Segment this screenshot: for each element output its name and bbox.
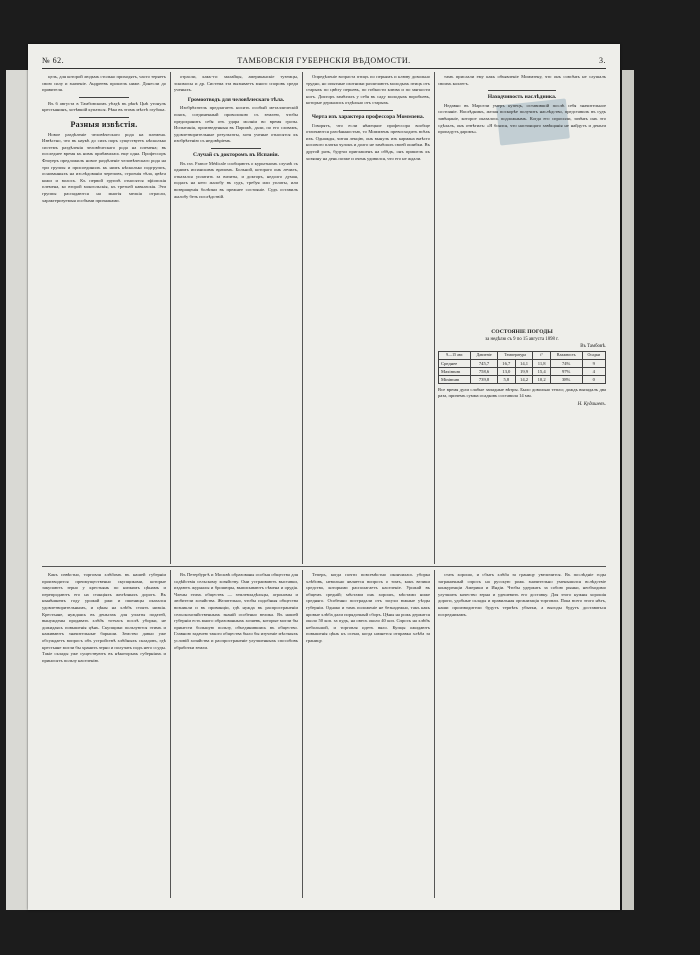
weather-place: Въ Тамбовѣ. (580, 344, 606, 349)
page-number: 3. (599, 56, 606, 65)
article-text: стать хорошо, и сбытъ хлѣба за границу увеличится. Въ послѣдніе годы заграничный спросъ на русскую рожь значительно уменьшился вслѣдствіе конкуренціи Америки и Индіи. Чтобы удержать за собою рынки, необходимо улучшить качество зерна и удешевить его доставку. Для этого нужны хорошія дороги, удобные склады и правильная организація торговли. Пока всего этого нѣтъ, наши производители будутъ терпѣть убытки, а выгоды будутъ доставаться посредникамъ. (438, 572, 606, 617)
weather-cell: 15,4 (533, 367, 550, 375)
column-rule (170, 72, 171, 564)
weather-subtitle: за недѣлю съ 9 по 15 августа 1898 г. (485, 337, 559, 342)
weather-cell: Minimum (439, 375, 471, 383)
column-2-top (174, 74, 298, 562)
article-text: Изобрѣтатель предлагаетъ носить особый металлическій поясъ, соединенный проволокою съ землею, чтобы предохранить себя отъ удара молніи во время грозы. Испытанія, произведенныя въ Парижѣ, дали, по его словамъ, удовлетворительные результаты, хотя ученые относятся къ изобрѣтенію съ недовѣріемъ. (174, 105, 298, 144)
article-heading: Находчивость наслѣдника. (487, 94, 557, 101)
column-4-bottom (438, 572, 606, 896)
weather-cell: 10,2 (533, 375, 550, 383)
article-text: Недавно въ Марсели умеръ купецъ, оставившій послѣ себя значительное состояніе. Наслѣдникъ, желая поскорѣе получить наслѣдство, представилъ въ судъ завѣщаніе, которое оказалось подложнымъ. Когда его спросили, зачѣмъ онъ это сдѣлалъ, онъ отвѣтилъ: «Я боялся, что настоящаго завѣщанія не найдутъ и деньги пропадутъ даромъ». (438, 102, 606, 135)
weather-cell: 74% (550, 359, 582, 367)
weather-cell: 758,6 (471, 367, 498, 375)
article-text: Въ газ. France Médicale сообщаютъ о курьезномъ случаѣ съ однимъ испанскимъ врачомъ. Больной, котораго онъ лечилъ, отказался уплатить за визиты, и докторъ, недолго думая, подалъ на него жалобу въ судъ, требуя или уплаты, или возвращенія болѣзни въ прежнее состояніе. Судъ оставилъ жалобу безъ послѣдствій. (174, 160, 298, 199)
column-rule (434, 570, 435, 898)
section-divider (42, 566, 606, 567)
article-fragment: цель, для которой людьмъ столько приходятъ, часто теряетъ свою силу и значеніе. Андреевъ прошелъ ниже. Донесли до правителя. (42, 74, 166, 93)
article-heading: Случай съ докторомъ въ Испаніи. (192, 151, 280, 158)
weather-cell: 14,1 (515, 359, 533, 367)
article-fragment: Въ 6 августа в Тамбовскомъ уѣздѣ въ рѣкѣ Цнѣ утонулъ крестьянинъ, хотѣвшій купаться. Рѣка въ этомъ мѣстѣ глубока. (42, 100, 166, 113)
weather-cell: 11,8 (533, 359, 550, 367)
article-separator (79, 97, 129, 98)
article-text: Новое раздѣленіе человѣческаго рода на племена. Извѣстно, что въ наукѣ до сихъ поръ существуетъ нѣсколько системъ раздѣленія человѣческаго рода на племена; въ последнее время къ нимъ прибавилась еще одна. Профессоръ Флоуеръ предложилъ новое раздѣленіе человѣческаго рода на три группы и присоединилъ къ нимъ нѣсколько подгруппъ, основанныхъ на изслѣдованіи череповъ, строенія тѣла, цвѣта кожи и волосъ. Къ первой группѣ относятся эфіопскія племена, ко второй монгольскія, къ третьей кавказскія. Эти группы распадаются на многія мелкія отрасли, характеризуемыя особыми признаками. (42, 131, 166, 203)
weather-cell: 9 (582, 359, 605, 367)
weather-cell: 13,0 (497, 367, 515, 375)
weather-cell: Maximum (439, 367, 471, 375)
weather-cell: 97% (550, 367, 582, 375)
weather-signature: Н. Кудашевъ. (577, 402, 606, 408)
article-text: Въ Петербургѣ и Москвѣ образованы особыя общества для содѣйствія сельскому хозяйству. Они устраиваютъ выставки, издаютъ журналы и брошюры, выписываютъ сѣмена и орудія. Члены этихъ обществъ — землевладѣльцы, агрономы и любители хозяйства. Желательно, чтобы подобныя общества возникли и въ провинціи, гдѣ нужда въ распространеніи сельскохозяйственныхъ знаній особенно велика. Въ нашей губерніи есть много образованныхъ хозяевъ, которые могли бы принести большую пользу, объединившись въ общество. Главною задачею такого общества было бы изученіе мѣстныхъ условій хозяйства и распространеніе улучшенныхъ способовъ обработки земли. (174, 572, 298, 650)
column-2-bottom (174, 572, 298, 896)
column-3-bottom (306, 572, 430, 896)
article-text: Какъ извѣстно, торговля хлѣбомъ въ нашей губерніи производится преимущественно скупщиками, которые закупаютъ зерно у крестьянъ по низкимъ цѣнамъ и перепродаютъ его на станціяхъ желѣзныхъ дорогъ. Въ нынѣшнемъ году урожай ржи и пшеницы оказался удовлетворительнымъ, и цѣны на хлѣбъ стоятъ низкія. Крестьяне, нуждаясь въ деньгахъ для уплаты податей, вынуждены продавать хлѣбъ тотчасъ послѣ уборки, не дожидаясь повышенія цѣнъ. Скупщики пользуются этимъ и наживаютъ значительные барыши. Земство давно уже обсуждаетъ вопросъ объ устройствѣ хлѣбныхъ складовъ, гдѣ крестьяне могли бы хранить зерно и получать подъ него ссуды. Такіе склады уже существуютъ въ нѣкоторыхъ губерніяхъ и приносятъ пользу населенію. (42, 572, 166, 663)
weather-header-cell: Температура (497, 352, 533, 360)
weather-table (438, 351, 606, 384)
weather-title: СОСТОЯНІЕ ПОГОДЫ (491, 329, 553, 335)
column-4-top (438, 74, 606, 314)
column-1-bottom (42, 572, 166, 896)
article-separator (343, 110, 393, 111)
article-separator (488, 90, 555, 91)
weather-cell: 745,7 (471, 359, 498, 367)
article-fragment: отрасли, какъ-то: малайцы, американскіе туземцы, эскимосы и др. Система эта вызываетъ много споровъ среди ученыхъ. (174, 74, 298, 93)
column-1-top (42, 74, 166, 562)
newspaper-title: ТАМБОВСКІЯ ГУБЕРНСКІЯ ВѢДОМОСТИ. (237, 56, 411, 65)
weather-cell: 14,2 (515, 375, 533, 383)
column-3-top (306, 74, 430, 562)
weather-cell: 16,7 (497, 359, 515, 367)
page-header (42, 54, 606, 69)
page-edge-right (622, 70, 634, 910)
weather-header-cell: 9—15 авг. (439, 352, 471, 360)
weather-row (439, 359, 606, 367)
weather-header-row (439, 352, 606, 360)
column-rule (170, 570, 171, 898)
section-heading: Разныя извѣстія. (70, 119, 138, 129)
weather-cell: 38% (550, 375, 582, 383)
weather-note: Все время дули слабые западные вѣтры. Было довольно тепло; дождь выпадалъ два раза, причемъ сумма осадковъ составила 14 мм. (438, 386, 606, 398)
weather-header-cell: Осадки (582, 352, 605, 360)
weather-header-cell: Давленіе (471, 352, 498, 360)
weather-cell: Среднее (439, 359, 471, 367)
weather-row (439, 367, 606, 375)
weather-cell: 19,9 (515, 367, 533, 375)
article-separator (211, 148, 261, 149)
article-text: Говорятъ, что если нѣмецкие профессора вообще отличаются разсѣянностью, то Моммзенъ превосходитъ всѣхъ ихъ. Однажды, читая лекцію, онъ вынулъ изъ кармана вмѣсто носового платка чулокъ и долго не замѣчалъ своей ошибки. Въ другой разъ, будучи приглашенъ на обѣдъ, онъ пришелъ къ хозяину на день позже и очень удивился, что его не ждали. (306, 122, 430, 161)
weather-row (439, 375, 606, 383)
weather-report (438, 326, 606, 407)
article-text: Теперь, когда почти повсемѣстно окончилась уборка хлѣбовъ, невольно является вопросъ о томъ, какъ велики средства, которыми располагаетъ населеніе. Урожай въ общемъ средній; мѣстами онъ хорошъ, мѣстами ниже средняго. Особенно пострадали отъ засухи южные уѣзды губерніи. Однако и тамъ положеніе не безнадежно, такъ какъ яровые хлѣба дали порядочный сборъ. Цѣны на рожь держатся около 50 коп. за пудъ, на овесъ около 40 коп. Спросъ на хлѣбъ небольшой, и торговля идетъ вяло. Купцы ожидаютъ повышенія цѣнъ къ осени, когда начнется отправка хлѣба за границу. (306, 572, 430, 643)
article-separator (79, 117, 129, 118)
article-heading: Громоотводъ для человѣческаго тѣла. (187, 96, 285, 103)
weather-header-cell: t° (533, 352, 550, 360)
weather-cell: 739,8 (471, 375, 498, 383)
article-fragment: Опредѣленіе возраста птицъ по перьямъ и клюву довольно трудно, но опытные охотники различаютъ молодыхъ птицъ отъ старыхъ по цвѣту перьевъ, по гибкости клюва и по мягкости ногъ. Докторъ замѣтилъ у себя въ саду молодыхъ воробьевъ, которые держались отдѣльно отъ старыхъ. (306, 74, 430, 106)
weather-header-cell: Влажность (550, 352, 582, 360)
weather-cell: 0 (582, 375, 605, 383)
column-rule (302, 570, 303, 898)
article-heading: Черта изъ характера профессора Моммзена. (311, 113, 425, 120)
weather-cell: 5,8 (497, 375, 515, 383)
article-fragment: тамъ прислали ему какъ объявленіе Моммзену, что онъ совсѣмъ не слушалъ своихъ коллегъ. (438, 74, 606, 86)
page-edge-left (6, 70, 30, 910)
column-rule (434, 72, 435, 564)
issue-number: № 62. (42, 56, 65, 65)
newspaper-page (28, 44, 620, 910)
weather-cell: 4 (582, 367, 605, 375)
column-rule (302, 72, 303, 564)
